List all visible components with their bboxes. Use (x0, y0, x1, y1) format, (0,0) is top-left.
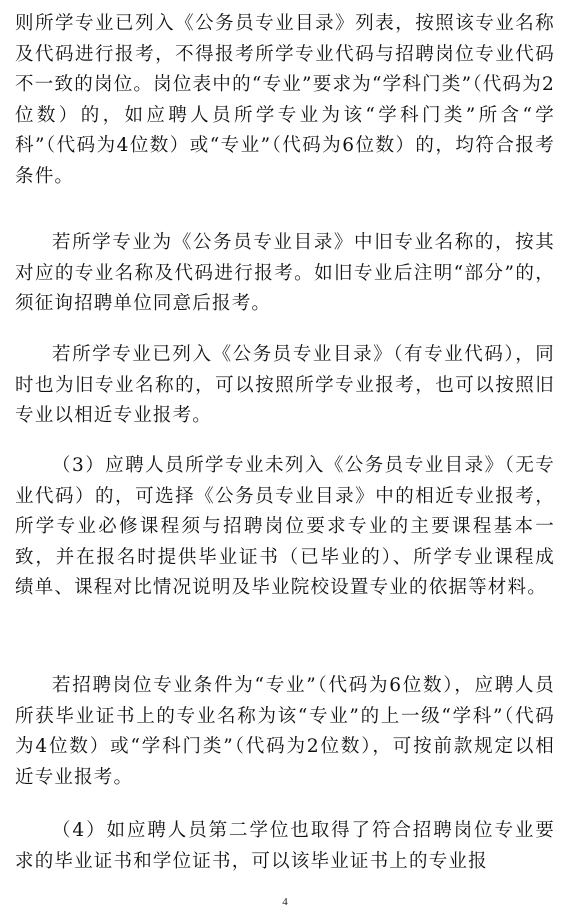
page-number: 4 (282, 896, 288, 908)
paragraph-item-4-second-degree: （4）如应聘人员第二学位也取得了符合招聘岗位专业要求的毕业证书和学位证书，可以该毕业证书上的专业报 (15, 820, 555, 872)
paragraph-major-level-condition: 若招聘岗位专业条件为“专业”（代码为6位数），应聘人员所获毕业证书上的专业名称为该“专业”的上一级“学科”（代码为4位数）或“学科门类”（代码为2位数），可按前款规定以相近专业报考。 (15, 675, 555, 788)
paragraph-major-code-rules: 则所学专业已列入《公务员专业目录》列表，按照该专业名称及代码进行报考，不得报考所学专业代码与招聘岗位专业代码不一致的岗位。岗位表中的“专业”要求为“学科门类”（代码为2位数）的，如应聘人员所学专业为该“学科门类”所含“学科”（代码为4位数）或“专业”（代码为6位数）的，均符合报考条件。 (15, 13, 555, 187)
paragraph-listed-and-old-name: 若所学专业已列入《公务员专业目录》（有专业代码），同时也为旧专业名称的，可以按照所学专业报考，也可以按照旧专业以相近专业报考。 (15, 344, 555, 426)
paragraph-item-3-unlisted-major: （3）应聘人员所学专业未列入《公务员专业目录》（无专业代码）的，可选择《公务员专业目录》中的相近专业报考，所学专业必修课程须与招聘岗位要求专业的主要课程基本一致，并在报名时提供毕业证书（已毕业的）、所学专业课程成绩单、课程对比情况说明及毕业院校设置专业的依据等材料。 (15, 455, 555, 598)
paragraph-old-major-name: 若所学专业为《公务员专业目录》中旧专业名称的，按其对应的专业名称及代码进行报考。如旧专业后注明“部分”的，须征询招聘单位同意后报考。 (15, 232, 555, 314)
